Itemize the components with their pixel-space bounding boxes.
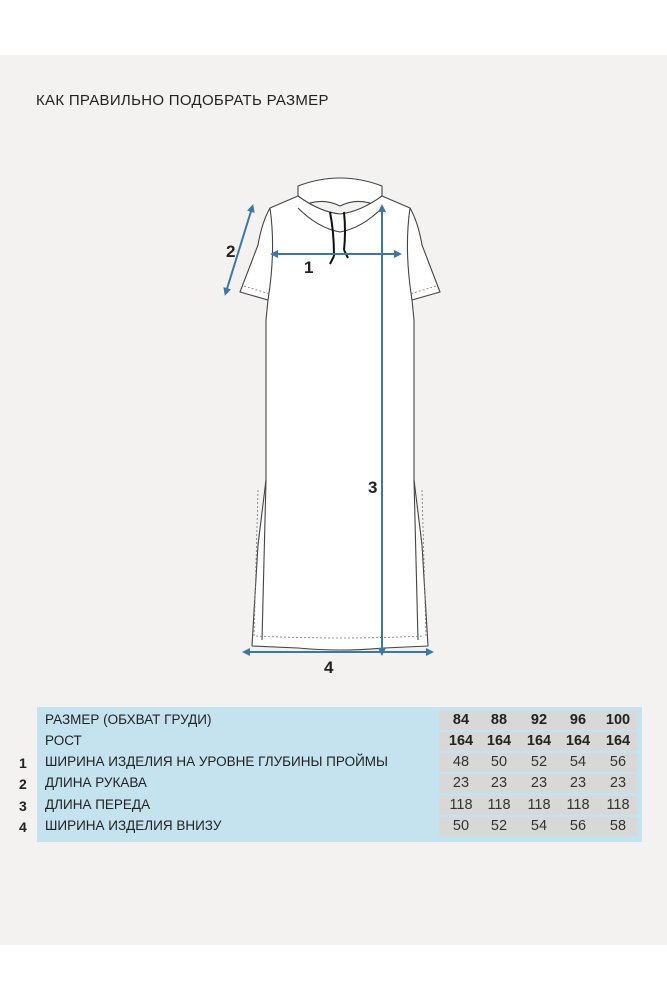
row-values	[439, 817, 637, 836]
table-cell: 54	[569, 754, 587, 770]
table-row	[37, 773, 642, 794]
table-cell: 164	[486, 733, 512, 749]
measure-label-2: 2	[226, 242, 236, 261]
table-row	[37, 710, 642, 731]
table-cell: 58	[609, 818, 627, 834]
table-row	[37, 795, 642, 816]
table-cell: 92	[530, 712, 548, 728]
table-cell: 118	[527, 797, 551, 813]
table-cell: 52	[490, 818, 508, 834]
table-cell: 50	[490, 754, 508, 770]
page-title: КАК ПРАВИЛЬНО ПОДОБРАТЬ РАЗМЕР	[36, 92, 329, 109]
table-row	[37, 731, 642, 752]
row-label: ДЛИНА РУКАВА	[45, 775, 147, 790]
measure-label-4: 4	[324, 658, 334, 677]
table-cell: 48	[452, 754, 470, 770]
table-cell: 88	[490, 712, 508, 728]
measure-label-3: 3	[368, 478, 378, 497]
table-cell: 23	[490, 775, 508, 791]
row-number: 3	[19, 798, 27, 814]
table-cell: 118	[449, 797, 473, 813]
table-cell: 50	[452, 818, 470, 834]
table-cell: 84	[452, 712, 470, 728]
table-row	[37, 752, 642, 773]
table-row	[37, 816, 642, 837]
table-cell: 23	[569, 775, 587, 791]
table-cell: 118	[566, 797, 590, 813]
table-cell: 118	[606, 797, 630, 813]
table-cell: 100	[605, 712, 631, 728]
row-values	[439, 711, 637, 730]
row-label: РАЗМЕР (ОБХВАТ ГРУДИ)	[45, 712, 212, 727]
row-number: 4	[19, 819, 27, 835]
row-label: РОСТ	[45, 733, 82, 748]
table-cell: 56	[569, 818, 587, 834]
row-number: 2	[19, 776, 27, 792]
table-cell: 164	[605, 733, 631, 749]
table-cell: 164	[448, 733, 474, 749]
table-cell: 23	[452, 775, 470, 791]
table-cell: 52	[530, 754, 548, 770]
dress-outline	[240, 178, 440, 650]
row-values	[439, 753, 637, 772]
row-number: 1	[19, 755, 27, 771]
row-label: ШИРИНА ИЗДЕЛИЯ НА УРОВНЕ ГЛУБИНЫ ПРОЙМЫ	[45, 754, 388, 769]
measure-label-1: 1	[304, 258, 314, 277]
row-label: ШИРИНА ИЗДЕЛИЯ ВНИЗУ	[45, 818, 222, 833]
table-cell: 118	[487, 797, 511, 813]
table-cell: 23	[530, 775, 548, 791]
table-cell: 164	[565, 733, 591, 749]
row-values	[439, 796, 637, 815]
table-cell: 96	[569, 712, 587, 728]
row-values	[439, 732, 637, 751]
row-values	[439, 774, 637, 793]
table-cell: 164	[526, 733, 552, 749]
size-table	[37, 707, 642, 842]
table-cell: 54	[530, 818, 548, 834]
row-label: ДЛИНА ПЕРЕДА	[45, 797, 151, 812]
table-cell: 56	[609, 754, 627, 770]
table-cell: 23	[609, 775, 627, 791]
